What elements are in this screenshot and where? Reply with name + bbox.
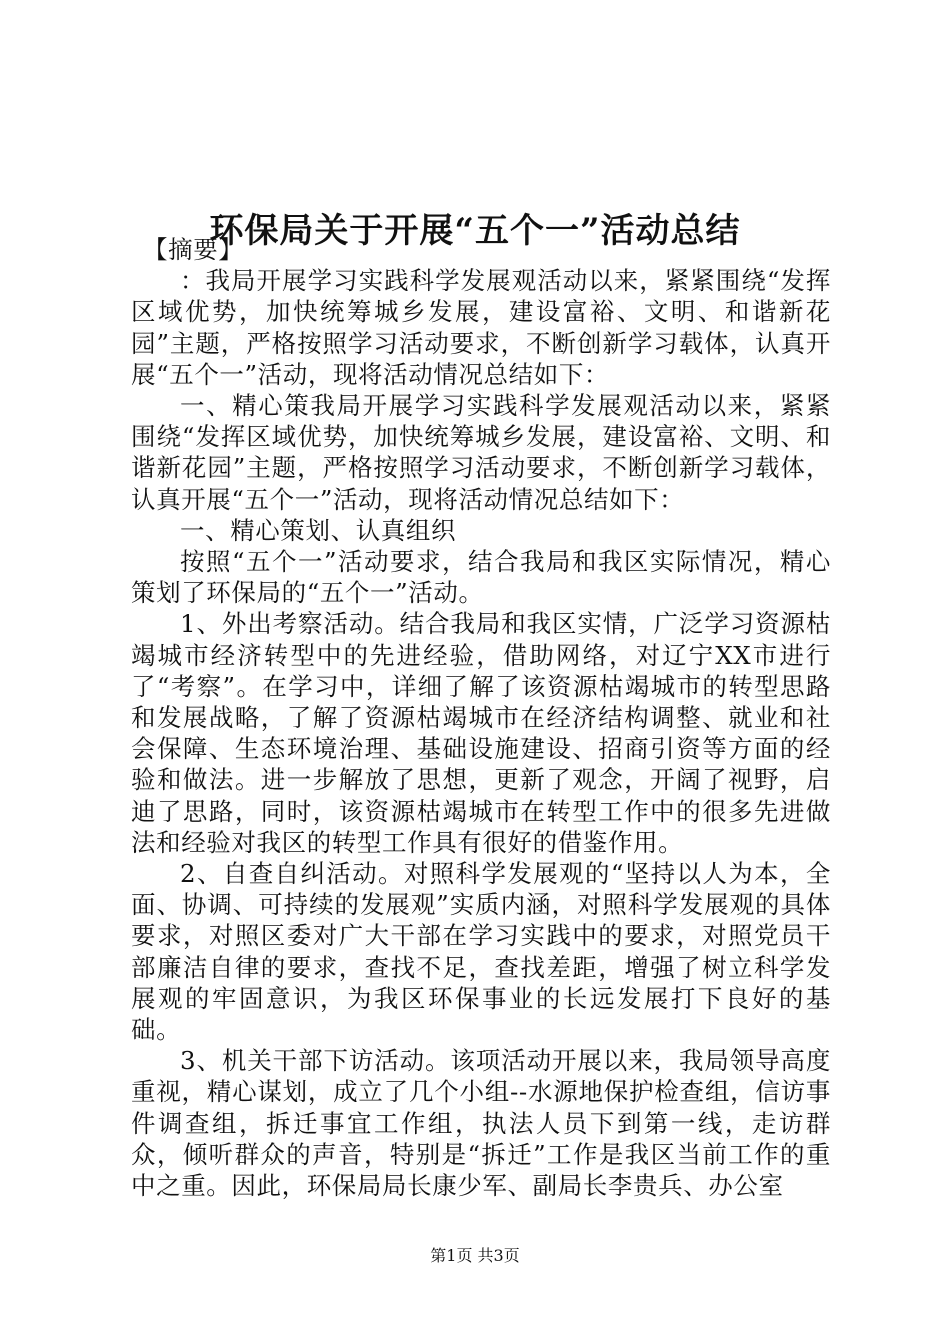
body-paragraph: 按照“五个一”活动要求，结合我局和我区实际情况，精心策划了环保局的“五个一”活动。 — [131, 547, 831, 608]
body-paragraph: 3、机关干部下访活动。该项活动开展以来，我局领导高度重视，精心谋划，成立了几个小组--水源地保护检查组，信访事件调查组，拆迁事宜工作组，执法人员下到第一线，走访群众，倾听群众的声音，特别是“拆迁”工作是我区当前工作的重中之重。因此，环保局局长康少军、副局长李贵兵、办公室 — [131, 1046, 831, 1201]
abstract-label: 【摘要】 — [143, 235, 244, 264]
body-paragraph: 1、外出考察活动。结合我局和我区实情，广泛学习资源枯竭城市经济转型中的先进经验，借助网络，对辽宁XX市进行了“考察”。在学习中，详细了解了该资源枯竭城市的转型思路和发展战略，了解了资源枯竭城市在经济结构调整、就业和社会保障、生态环境治理、基础设施建设、招商引资等方面的经验和做法。进一步解放了思想，更新了观念，开阔了视野，启迪了思路，同时，该资源枯竭城市在转型工作中的很多先进做法和经验对我区的转型工作具有很好的借鉴作用。 — [131, 609, 831, 857]
body-paragraph: 一、精心策我局开展学习实践科学发展观活动以来，紧紧围绕“发挥区域优势，加快统筹城乡发展，建设富裕、文明、和谐新花园”主题，严格按照学习活动要求，不断创新学习载体，认真开展“五个一”活动，现将活动情况总结如下： — [131, 391, 831, 514]
section-heading: 一、精心策划、认真组织 — [180, 515, 457, 545]
document-title: 环保局关于开展“五个一”活动总结 — [209, 210, 741, 251]
body-paragraph: 2、自查自纠活动。对照科学发展观的“坚持以人为本，全面、协调、可持续的发展观”实质内涵，对照科学发展观的具体要求，对照区委对广大干部在学习实践中的要求，对照党员干部廉洁自律的要求，查找不足，查找差距，增强了树立科学发展观的牢固意识，为我区环保事业的长远发展打下良好的基础。 — [131, 859, 831, 1045]
document-body — [131, 234, 831, 1201]
abstract-paragraph: ：我局开展学习实践科学发展观活动以来，紧紧围绕“发挥区域优势，加快统筹城乡发展，建设富裕、文明、和谐新花园”主题，严格按照学习活动要求，不断创新学习载体，认真开展“五个一”活动，现将活动情况总结如下： — [131, 266, 831, 389]
page-footer: 第1页 共3页 — [430, 1246, 520, 1265]
